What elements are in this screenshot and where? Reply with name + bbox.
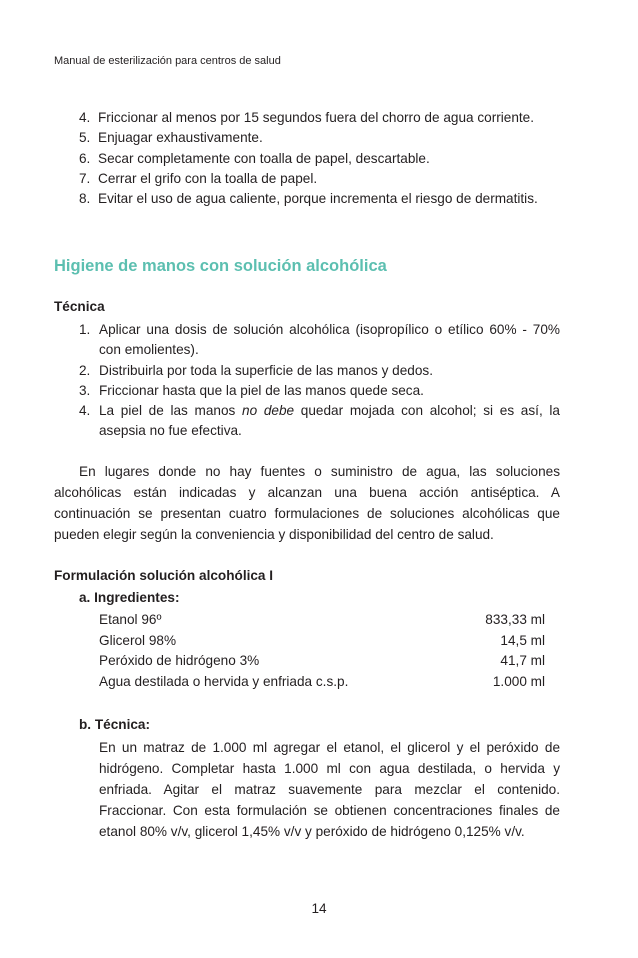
ingredient-name: Peróxido de hidrógeno 3% — [99, 653, 260, 669]
step-text — [79, 401, 560, 442]
step-number: 7. — [79, 170, 91, 186]
list-item — [79, 149, 579, 169]
ingredient-row — [99, 651, 545, 672]
ingredient-name: Etanol 96º — [99, 612, 162, 627]
step-number: 4. — [79, 403, 91, 419]
step-text-start: La piel de las manos — [99, 403, 243, 419]
step-text: Enjuagar exhaustivamente. — [98, 130, 263, 146]
handwash-steps-list — [79, 108, 579, 209]
step-number: 8. — [79, 191, 91, 207]
list-item — [79, 128, 579, 148]
step-number: 2. — [79, 362, 91, 378]
ingredient-row — [99, 672, 545, 693]
list-item — [79, 108, 579, 128]
list-item — [79, 401, 560, 442]
ingredients-label: a. Ingredientes: — [79, 590, 180, 605]
ingredient-amount: 41,7 ml — [500, 653, 545, 669]
formulation-heading: Formulación solución alcohólica I — [54, 568, 274, 583]
ingredient-amount: 1.000 ml — [492, 673, 545, 689]
technique-heading: Técnica — [54, 299, 105, 314]
ingredient-row — [99, 610, 545, 631]
intro-paragraph: En lugares donde no hay fuentes o suministro de agua, las soluciones alcohólicas están indicadas y alcanzan una buena acción antiséptica. A continuación se presentan cuatro formulaciones de soluciones alcohólicas que pueden elegir según la conveniencia y disponibilidad del centro de salud. — [54, 464, 560, 542]
ingredients-table — [99, 610, 545, 692]
ingredient-amount: 14,5 ml — [500, 632, 545, 648]
page-number: 14 — [311, 901, 327, 916]
step-number: 6. — [79, 150, 91, 166]
ingredient-amount: 833,33 ml — [485, 612, 545, 627]
technique-steps-list — [79, 320, 560, 442]
step-text: Aplicar una dosis de solución alcohólica (isopropílico o etílico 60% - 70% con emolientes). — [99, 322, 560, 358]
list-item — [79, 169, 579, 189]
step-number: 4. — [79, 110, 91, 125]
list-item — [79, 189, 579, 209]
list-item — [79, 381, 560, 401]
list-item — [79, 361, 560, 381]
running-header: Manual de esterilización para centros de salud — [54, 55, 281, 67]
step-text: Distribuirla por toda la superficie de las manos y dedos. — [99, 362, 433, 378]
step-text: Secar completamente con toalla de papel, descartable. — [98, 150, 430, 166]
list-item — [79, 320, 560, 361]
step-text-end: quedar mojada con alcohol; si es así, la asepsia no fue efectiva. — [99, 403, 560, 439]
step-number: 5. — [79, 130, 91, 146]
step-text: Cerrar el grifo con la toalla de papel. — [98, 170, 318, 186]
emphasis-text: no debe — [242, 403, 295, 419]
step-number: 1. — [79, 322, 91, 337]
step-text: Friccionar al menos por 15 segundos fuera del chorro de agua corriente. — [98, 110, 535, 125]
ingredient-name: Agua destilada o hervida y enfriada c.s.p. — [99, 673, 349, 689]
ingredient-name: Glicerol 98% — [99, 632, 177, 648]
step-number: 3. — [79, 382, 91, 398]
step-text: Evitar el uso de agua caliente, porque incrementa el riesgo de dermatitis. — [98, 191, 538, 207]
technique-label: b. Técnica: — [79, 717, 151, 732]
step-text: Friccionar hasta que la piel de las manos quede seca. — [99, 382, 424, 398]
section-title: Higiene de manos con solución alcohólica — [54, 257, 387, 275]
formulation-technique-text: En un matraz de 1.000 ml agregar el etanol, el glicerol y el peróxido de hidrógeno. Completar hasta 1.000 ml con agua destilada, o hervida y enfriada. Agitar el matraz suavemente para mezclar el contenido. Fraccionar. Con esta formulación se obtienen concentraciones finales de etanol 80% v/v, glicerol 1,45% v/v y peróxido de hidrógeno 0,125% v/v. — [99, 740, 560, 839]
ingredient-row — [99, 631, 545, 652]
